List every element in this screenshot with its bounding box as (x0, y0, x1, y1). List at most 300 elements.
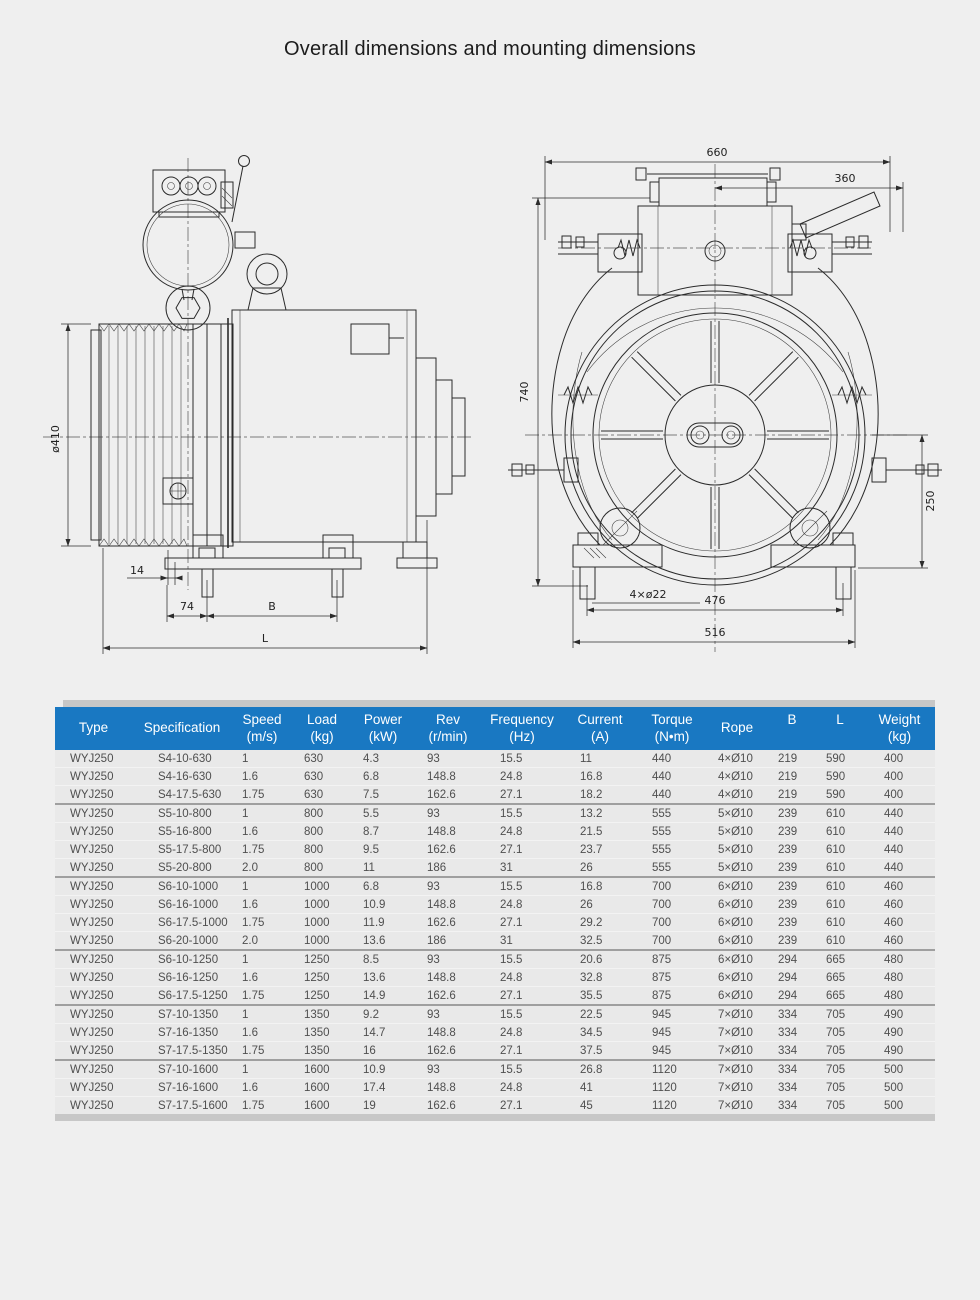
cell-weight: 460 (864, 896, 935, 914)
cell-specification: S6-17.5-1000 (132, 914, 232, 932)
cell-speed: 1 (232, 950, 292, 969)
cell-load: 1000 (292, 932, 352, 951)
cell-specification: S5-20-800 (132, 859, 232, 878)
cell-load: 1000 (292, 896, 352, 914)
cell-rev: 93 (414, 750, 482, 768)
side-view-drawing (35, 130, 475, 660)
cell-rev: 162.6 (414, 1097, 482, 1115)
brake-unit (636, 168, 792, 295)
cell-weight: 400 (864, 750, 935, 768)
cell-frequency: 24.8 (482, 1079, 562, 1097)
cell-specification: S5-17.5-800 (132, 841, 232, 859)
cell-type: WYJ250 (55, 768, 132, 786)
cell-weight: 400 (864, 768, 935, 786)
cell-weight: 500 (864, 1097, 935, 1115)
cell-power: 11 (352, 859, 414, 878)
cell-current: 16.8 (562, 768, 638, 786)
svg-text:4×ø22: 4×ø22 (629, 588, 667, 601)
svg-text:B: B (268, 600, 276, 613)
cell-weight: 440 (864, 841, 935, 859)
cell-specification: S6-10-1000 (132, 877, 232, 896)
cell-speed: 1 (232, 1005, 292, 1024)
cell-frequency: 24.8 (482, 768, 562, 786)
cell-b: 334 (768, 1097, 816, 1115)
cell-b: 239 (768, 804, 816, 823)
cell-weight: 460 (864, 932, 935, 951)
cell-load: 1350 (292, 1005, 352, 1024)
cell-frequency: 24.8 (482, 896, 562, 914)
lifting-eyebolt (247, 254, 287, 310)
svg-text:660: 660 (706, 146, 728, 159)
cell-rope: 7×Ø10 (706, 1060, 768, 1079)
cell-current: 35.5 (562, 987, 638, 1006)
cell-current: 26 (562, 859, 638, 878)
col-header-unit: (m/s) (246, 728, 278, 744)
release-lever (792, 192, 880, 240)
cell-speed: 1.6 (232, 823, 292, 841)
cell-l: 705 (816, 1024, 864, 1042)
col-header-label: Weight (878, 711, 921, 727)
cell-rope: 5×Ø10 (706, 823, 768, 841)
dim-L (103, 520, 427, 654)
svg-text:360: 360 (834, 172, 856, 185)
col-header-unit: (N•m) (654, 728, 690, 744)
dim-250 (858, 435, 937, 568)
spec-table (55, 707, 935, 1114)
dim-74-B (167, 580, 337, 622)
cell-current: 13.2 (562, 804, 638, 823)
col-header-speed (232, 707, 292, 750)
table-row (55, 1042, 935, 1061)
col-header-unit (768, 729, 816, 746)
cell-type: WYJ250 (55, 914, 132, 932)
table-bottom-band (55, 1114, 935, 1121)
col-header-unit: (Hz) (509, 728, 535, 744)
cell-specification: S7-10-1600 (132, 1060, 232, 1079)
cell-specification: S6-20-1000 (132, 932, 232, 951)
cell-l: 610 (816, 823, 864, 841)
cell-frequency: 27.1 (482, 1042, 562, 1061)
cell-torque: 945 (638, 1024, 706, 1042)
col-header-type (55, 707, 132, 750)
table-row (55, 750, 935, 768)
col-header-label: Torque (651, 711, 693, 727)
cell-frequency: 31 (482, 932, 562, 951)
cell-weight: 490 (864, 1024, 935, 1042)
cell-b: 294 (768, 987, 816, 1006)
cell-speed: 1.75 (232, 841, 292, 859)
cell-rope: 6×Ø10 (706, 932, 768, 951)
cell-power: 9.5 (352, 841, 414, 859)
cell-frequency: 15.5 (482, 1005, 562, 1024)
cell-torque: 440 (638, 786, 706, 805)
cell-power: 7.5 (352, 786, 414, 805)
cell-weight: 440 (864, 823, 935, 841)
dim-516 (573, 570, 855, 648)
col-header-unit (816, 729, 864, 746)
cell-frequency: 15.5 (482, 950, 562, 969)
cell-type: WYJ250 (55, 932, 132, 951)
cell-current: 21.5 (562, 823, 638, 841)
cell-weight: 460 (864, 914, 935, 932)
cell-weight: 460 (864, 877, 935, 896)
cell-load: 1000 (292, 914, 352, 932)
cell-power: 6.8 (352, 877, 414, 896)
cell-b: 334 (768, 1060, 816, 1079)
table-row (55, 786, 935, 805)
cell-b: 239 (768, 859, 816, 878)
brake-release-lever (232, 156, 250, 223)
cell-specification: S7-10-1350 (132, 1005, 232, 1024)
cell-rev: 162.6 (414, 841, 482, 859)
cell-b: 239 (768, 877, 816, 896)
cell-weight: 440 (864, 804, 935, 823)
cell-rev: 162.6 (414, 914, 482, 932)
cell-frequency: 15.5 (482, 750, 562, 768)
cell-specification: S6-17.5-1250 (132, 987, 232, 1006)
col-header-label: Power (363, 711, 403, 727)
col-header-label: Load (306, 711, 338, 727)
cell-frequency: 15.5 (482, 1060, 562, 1079)
cell-weight: 490 (864, 1042, 935, 1061)
dim-14 (127, 550, 182, 585)
cell-speed: 1.75 (232, 987, 292, 1006)
cell-b: 334 (768, 1079, 816, 1097)
cell-load: 1600 (292, 1097, 352, 1115)
col-header-label: Rev (435, 711, 460, 727)
cell-rope: 5×Ø10 (706, 859, 768, 878)
col-header-label: Type (78, 720, 109, 736)
cell-l: 665 (816, 987, 864, 1006)
traction-sheave (91, 324, 233, 546)
table-row (55, 768, 935, 786)
cell-l: 610 (816, 804, 864, 823)
page-title: Overall dimensions and mounting dimensions (284, 38, 696, 60)
cell-weight: 500 (864, 1060, 935, 1079)
col-header-rev (414, 707, 482, 750)
cell-l: 610 (816, 914, 864, 932)
cell-rev: 186 (414, 932, 482, 951)
cell-rev: 148.8 (414, 823, 482, 841)
col-header-unit: (r/min) (428, 728, 468, 744)
cell-l: 705 (816, 1042, 864, 1061)
cell-torque: 555 (638, 823, 706, 841)
cell-rope: 6×Ø10 (706, 969, 768, 987)
cell-speed: 1 (232, 750, 292, 768)
col-header-specification (132, 707, 232, 750)
cell-rope: 5×Ø10 (706, 804, 768, 823)
cell-load: 630 (292, 786, 352, 805)
cell-rev: 162.6 (414, 1042, 482, 1061)
col-header-b (768, 707, 816, 750)
col-header-label: Current (577, 711, 623, 727)
cell-rope: 7×Ø10 (706, 1024, 768, 1042)
cell-current: 16.8 (562, 877, 638, 896)
cell-rope: 6×Ø10 (706, 877, 768, 896)
cell-rope: 6×Ø10 (706, 896, 768, 914)
bearing-block (163, 478, 193, 504)
front-view-drawing (500, 140, 950, 660)
cell-l: 705 (816, 1060, 864, 1079)
cell-frequency: 24.8 (482, 823, 562, 841)
cell-load: 800 (292, 859, 352, 878)
cell-load: 1350 (292, 1024, 352, 1042)
motor-housing (228, 310, 465, 548)
cell-weight: 440 (864, 859, 935, 878)
cell-rope: 6×Ø10 (706, 950, 768, 969)
cell-rev: 148.8 (414, 969, 482, 987)
cell-type: WYJ250 (55, 786, 132, 805)
col-header-current (562, 707, 638, 750)
table-row (55, 1060, 935, 1079)
cell-b: 239 (768, 914, 816, 932)
col-header-frequency (482, 707, 562, 750)
cell-frequency: 27.1 (482, 987, 562, 1006)
cell-rev: 148.8 (414, 768, 482, 786)
cell-rev: 162.6 (414, 987, 482, 1006)
cell-specification: S6-16-1250 (132, 969, 232, 987)
cell-current: 32.5 (562, 932, 638, 951)
cell-rope: 6×Ø10 (706, 914, 768, 932)
cell-power: 10.9 (352, 896, 414, 914)
table-row (55, 914, 935, 932)
cell-specification: S5-16-800 (132, 823, 232, 841)
cell-load: 800 (292, 804, 352, 823)
cell-b: 334 (768, 1042, 816, 1061)
col-header-label: L (836, 711, 844, 727)
cell-power: 13.6 (352, 969, 414, 987)
cell-load: 630 (292, 750, 352, 768)
cell-power: 10.9 (352, 1060, 414, 1079)
cell-speed: 2.0 (232, 932, 292, 951)
cell-rope: 6×Ø10 (706, 987, 768, 1006)
cell-l: 610 (816, 877, 864, 896)
cell-current: 23.7 (562, 841, 638, 859)
cell-speed: 1.75 (232, 1097, 292, 1115)
cell-l: 610 (816, 841, 864, 859)
col-header-unit: (kg) (887, 728, 912, 744)
cell-type: WYJ250 (55, 1097, 132, 1115)
col-header-torque (638, 707, 706, 750)
cell-b: 334 (768, 1024, 816, 1042)
cell-current: 20.6 (562, 950, 638, 969)
cell-speed: 1 (232, 1060, 292, 1079)
cell-l: 665 (816, 969, 864, 987)
cell-speed: 1.6 (232, 768, 292, 786)
cell-speed: 1 (232, 804, 292, 823)
table-row (55, 859, 935, 878)
col-header-unit: (A) (591, 728, 609, 744)
cell-current: 29.2 (562, 914, 638, 932)
table-row (55, 987, 935, 1006)
cell-l: 590 (816, 786, 864, 805)
spec-table-section (55, 700, 935, 1121)
cell-type: WYJ250 (55, 859, 132, 878)
cell-rope: 4×Ø10 (706, 786, 768, 805)
col-header-label: B (787, 711, 797, 727)
cell-power: 8.7 (352, 823, 414, 841)
cell-frequency: 27.1 (482, 786, 562, 805)
cell-current: 37.5 (562, 1042, 638, 1061)
col-header-unit: (kg) (310, 728, 334, 744)
cell-frequency: 31 (482, 859, 562, 878)
terminal-box (153, 170, 233, 217)
cell-frequency: 15.5 (482, 804, 562, 823)
cell-l: 705 (816, 1079, 864, 1097)
cell-load: 1250 (292, 950, 352, 969)
cell-specification: S4-16-630 (132, 768, 232, 786)
cell-rev: 93 (414, 877, 482, 896)
cell-load: 1000 (292, 877, 352, 896)
cell-l: 705 (816, 1097, 864, 1115)
cell-l: 590 (816, 750, 864, 768)
cell-rev: 162.6 (414, 786, 482, 805)
cell-b: 334 (768, 1005, 816, 1024)
cell-torque: 700 (638, 914, 706, 932)
table-body (55, 750, 935, 1114)
cell-current: 26 (562, 896, 638, 914)
cell-power: 19 (352, 1097, 414, 1115)
cell-specification: S7-17.5-1600 (132, 1097, 232, 1115)
cell-torque: 1120 (638, 1079, 706, 1097)
cell-torque: 875 (638, 969, 706, 987)
cell-type: WYJ250 (55, 1079, 132, 1097)
cell-l: 610 (816, 896, 864, 914)
cell-load: 1350 (292, 1042, 352, 1061)
cell-speed: 1.6 (232, 969, 292, 987)
cell-rope: 7×Ø10 (706, 1097, 768, 1115)
cell-torque: 1120 (638, 1060, 706, 1079)
cell-speed: 1.6 (232, 1024, 292, 1042)
svg-text:74: 74 (180, 600, 194, 613)
table-row (55, 896, 935, 914)
cell-rope: 5×Ø10 (706, 841, 768, 859)
col-header-unit: (kW) (368, 728, 398, 744)
cell-rev: 148.8 (414, 1079, 482, 1097)
cell-frequency: 27.1 (482, 914, 562, 932)
cell-rev: 148.8 (414, 1024, 482, 1042)
cell-type: WYJ250 (55, 1024, 132, 1042)
cell-rope: 7×Ø10 (706, 1079, 768, 1097)
cell-load: 1600 (292, 1079, 352, 1097)
cell-l: 665 (816, 950, 864, 969)
cell-torque: 700 (638, 877, 706, 896)
cell-b: 239 (768, 823, 816, 841)
cell-weight: 480 (864, 969, 935, 987)
cell-current: 26.8 (562, 1060, 638, 1079)
table-row (55, 1024, 935, 1042)
cell-speed: 1.75 (232, 1042, 292, 1061)
cell-power: 4.3 (352, 750, 414, 768)
cell-current: 41 (562, 1079, 638, 1097)
cell-weight: 480 (864, 987, 935, 1006)
cell-frequency: 24.8 (482, 969, 562, 987)
cell-speed: 1 (232, 877, 292, 896)
dim-anchor-holes (592, 588, 700, 603)
cell-b: 219 (768, 750, 816, 768)
cell-speed: 2.0 (232, 859, 292, 878)
svg-text:ø410: ø410 (49, 425, 62, 453)
cell-power: 6.8 (352, 768, 414, 786)
col-header-load (292, 707, 352, 750)
cell-type: WYJ250 (55, 987, 132, 1006)
cell-speed: 1.75 (232, 914, 292, 932)
table-row (55, 1079, 935, 1097)
cell-frequency: 15.5 (482, 877, 562, 896)
col-header-power (352, 707, 414, 750)
cell-l: 705 (816, 1005, 864, 1024)
cell-specification: S6-10-1250 (132, 950, 232, 969)
cell-b: 294 (768, 969, 816, 987)
cell-current: 22.5 (562, 1005, 638, 1024)
cell-current: 34.5 (562, 1024, 638, 1042)
cell-torque: 875 (638, 950, 706, 969)
cell-b: 219 (768, 786, 816, 805)
cell-rev: 93 (414, 1005, 482, 1024)
col-header-label: Frequency (490, 711, 554, 727)
cell-type: WYJ250 (55, 896, 132, 914)
col-header-rope (706, 707, 768, 750)
cell-power: 16 (352, 1042, 414, 1061)
cell-frequency: 27.1 (482, 1097, 562, 1115)
cell-b: 239 (768, 932, 816, 951)
svg-text:476: 476 (704, 594, 726, 607)
cell-type: WYJ250 (55, 969, 132, 987)
table-row (55, 969, 935, 987)
table-row (55, 1097, 935, 1115)
cell-type: WYJ250 (55, 823, 132, 841)
cell-weight: 490 (864, 1005, 935, 1024)
dim-sheave-diameter (49, 324, 91, 546)
svg-text:250: 250 (924, 490, 937, 512)
cell-specification: S6-16-1000 (132, 896, 232, 914)
cell-power: 9.2 (352, 1005, 414, 1024)
cell-torque: 1120 (638, 1097, 706, 1115)
cell-power: 11.9 (352, 914, 414, 932)
table-row (55, 950, 935, 969)
cell-rope: 7×Ø10 (706, 1005, 768, 1024)
cell-speed: 1.75 (232, 786, 292, 805)
cell-b: 294 (768, 950, 816, 969)
table-row (55, 877, 935, 896)
cell-weight: 480 (864, 950, 935, 969)
col-header-label: Specification (143, 720, 221, 736)
cell-speed: 1.6 (232, 896, 292, 914)
svg-text:L: L (261, 632, 269, 645)
cell-torque: 555 (638, 841, 706, 859)
cell-rev: 93 (414, 804, 482, 823)
cell-weight: 500 (864, 1079, 935, 1097)
cell-specification: S7-16-1350 (132, 1024, 232, 1042)
cell-rev: 186 (414, 859, 482, 878)
svg-text:14: 14 (130, 564, 144, 577)
cell-specification: S7-16-1600 (132, 1079, 232, 1097)
cell-power: 5.5 (352, 804, 414, 823)
cell-current: 18.2 (562, 786, 638, 805)
dim-660 (545, 146, 890, 240)
cell-l: 590 (816, 768, 864, 786)
col-header-label: Rope (720, 720, 754, 736)
table-row (55, 804, 935, 823)
cell-type: WYJ250 (55, 1060, 132, 1079)
dim-740 (518, 198, 650, 586)
cell-load: 1250 (292, 987, 352, 1006)
table-header (55, 707, 935, 750)
table-row (55, 841, 935, 859)
cell-specification: S7-17.5-1350 (132, 1042, 232, 1061)
svg-text:740: 740 (518, 381, 531, 403)
cell-l: 610 (816, 932, 864, 951)
